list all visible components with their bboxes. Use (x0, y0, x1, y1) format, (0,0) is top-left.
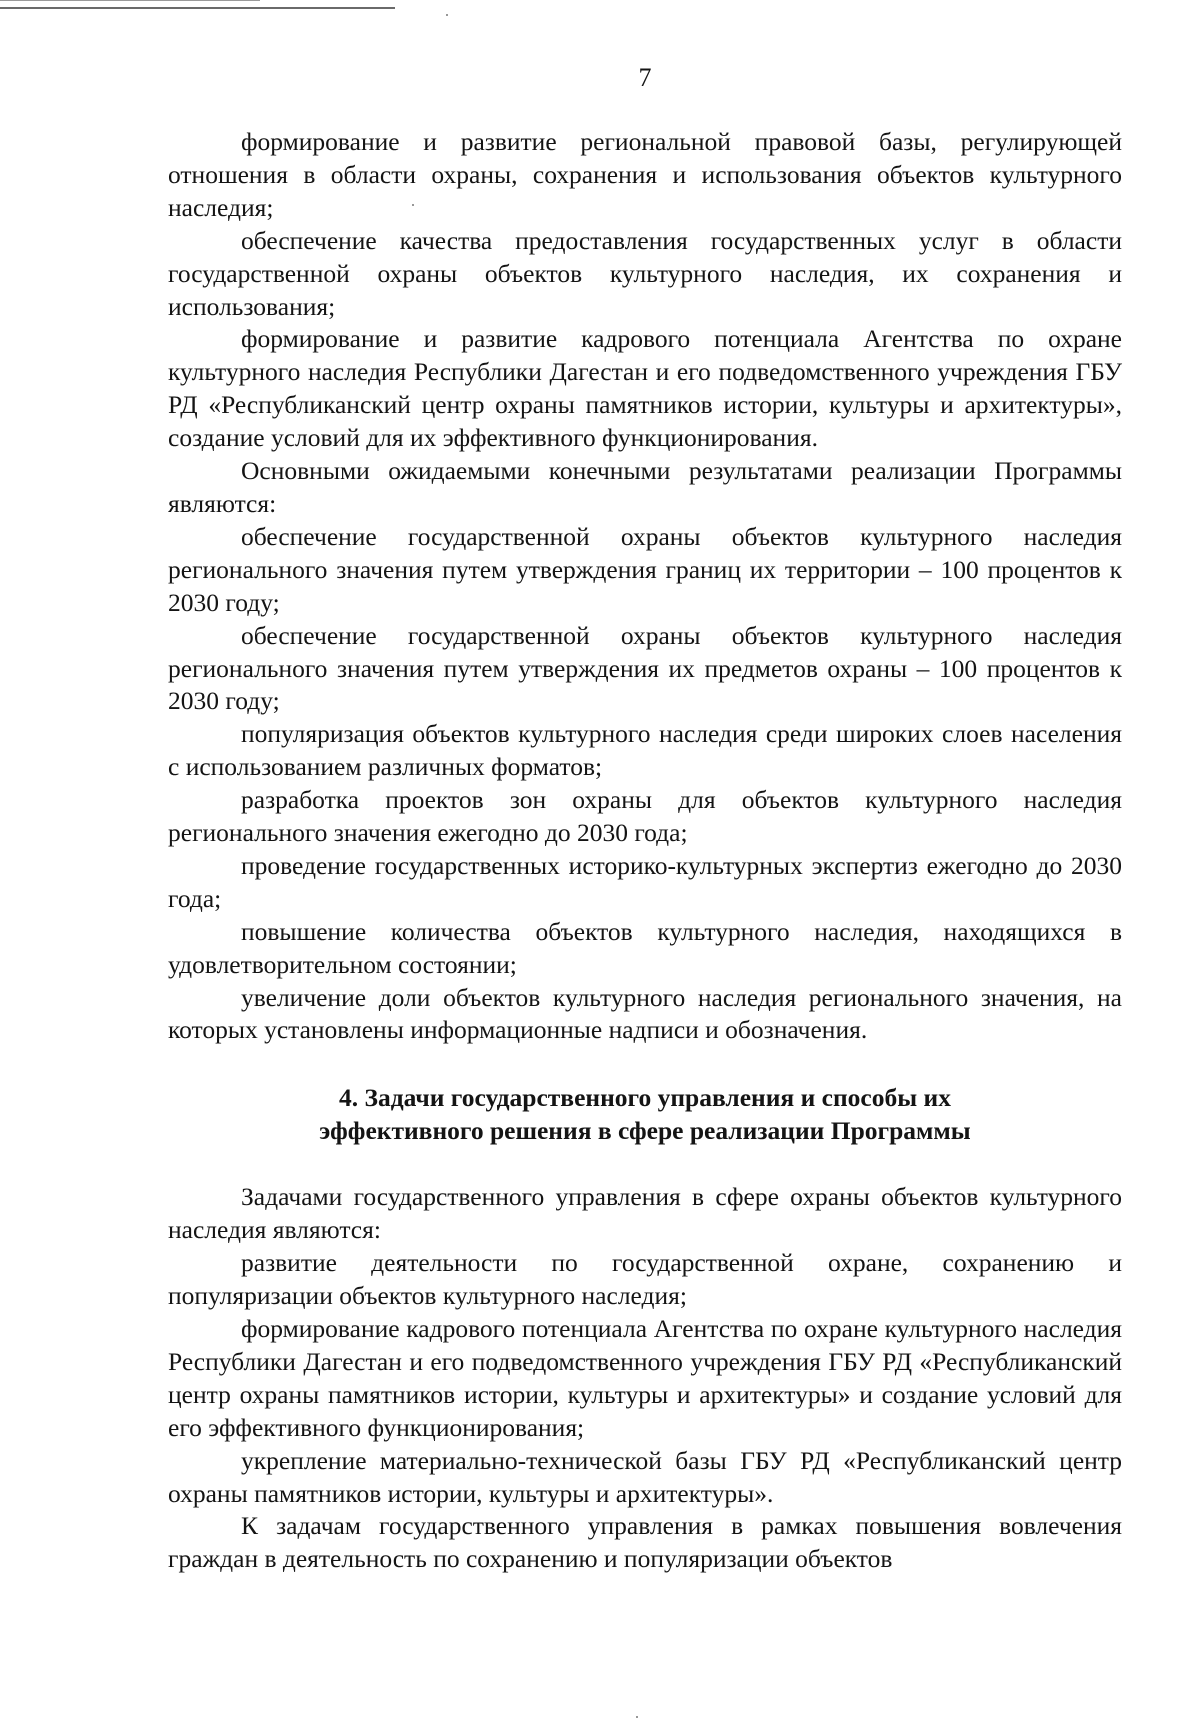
scan-speck (446, 14, 448, 16)
paragraph: проведение государственных историко-культурных экспертиз ежегодно до 2030 года; (168, 850, 1122, 913)
paragraph: К задачам государственного управления в рамках повышения вовлечения граждан в деятельность по сохранению и популяризации объектов (168, 1511, 1122, 1574)
paragraph: разработка проектов зон охраны для объектов культурного наследия регионального значения ежегодно до 2030 года; (168, 785, 1122, 848)
section-heading-line: 4. Задачи государственного управления и способы их (339, 1083, 951, 1113)
paragraph: укрепление материально-технической базы ГБУ РД «Республиканский центр охраны памятников истории, культуры и архитектуры». (168, 1445, 1122, 1508)
section-heading-line: эффективного решения в сфере реализации Программы (319, 1116, 971, 1146)
page-number: 7 (638, 63, 652, 92)
paragraph: формирование и развитие региональной правовой базы, регулирующей отношения в области охраны, сохранения и использования объектов культурного наследия; (168, 127, 1122, 222)
scan-edge-artifact (0, 0, 260, 1)
paragraph: Основными ожидаемыми конечными результатами реализации Программы являются: (168, 456, 1122, 518)
paragraph: Задачами государственного управления в сфере охраны объектов культурного наследия являются: (168, 1182, 1122, 1245)
paragraph: обеспечение государственной охраны объектов культурного наследия регионального значения путем утверждения их предметов охраны – 100 процентов к 2030 году; (168, 620, 1122, 716)
paragraph: обеспечение государственной охраны объектов культурного наследия регионального значения путем утверждения границ их территории – 100 процентов к 2030 году; (168, 521, 1122, 617)
paragraph: развитие деятельности по государственной охране, сохранению и популяризации объектов культурного наследия; (168, 1248, 1122, 1311)
paragraph: популяризация объектов культурного наследия среди широких слоев населения с использованием различных форматов; (168, 719, 1122, 782)
paragraph: увеличение доли объектов культурного наследия регионального значения, на которых установлены информационные надписи и обозначения. (168, 982, 1122, 1045)
scan-edge-artifact (0, 7, 395, 9)
paragraph: формирование и развитие кадрового потенциала Агентства по охране культурного наследия Республики Дагестан и его подведомственного учреждения ГБУ РД «Республиканский центр охраны памятников истории, культуры и архитектуры», создание условий для их эффективного функционирования. (168, 324, 1122, 453)
section-heading (168, 1047, 1122, 1181)
document-body (168, 126, 1122, 1576)
paragraph: обеспечение качества предоставления государственных услуг в области государственной охраны объектов культурного наследия, их сохранения и использования; (168, 225, 1122, 321)
paragraph: формирование кадрового потенциала Агентства по охране культурного наследия Республики Дагестан и его подведомственного учреждения ГБУ РД «Республиканский центр охраны памятников истории, культуры и архитектуры» и создание условий для его эффективного функционирования; (168, 1314, 1122, 1442)
scan-speck (636, 1716, 638, 1718)
paragraph: повышение количества объектов культурного наследия, находящихся в удовлетворительном состоянии; (168, 916, 1122, 979)
